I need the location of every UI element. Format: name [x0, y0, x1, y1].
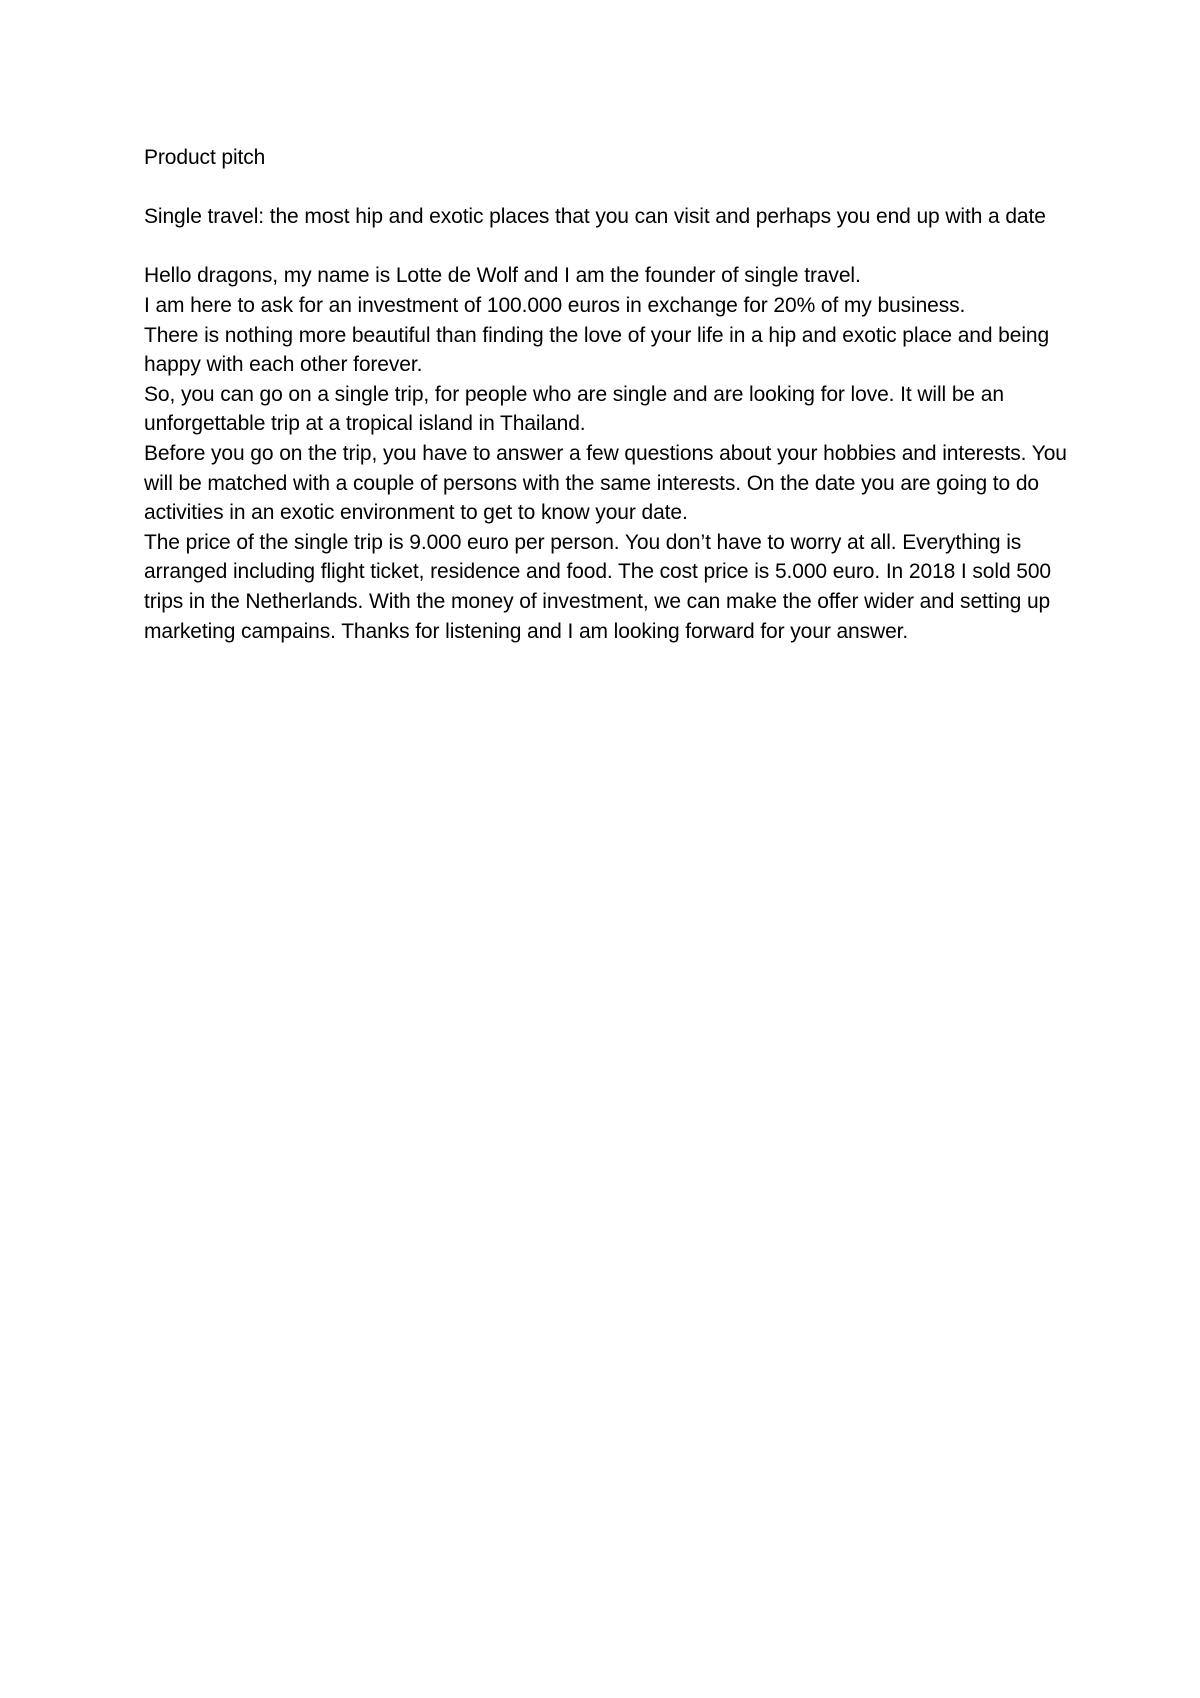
spacer: [144, 173, 1084, 203]
document-body: [144, 143, 1084, 646]
pitch-paragraph-intro: Hello dragons, my name is Lotte de Wolf and I am the founder of single travel.: [144, 264, 861, 288]
pitch-paragraph-ask: I am here to ask for an investment of 100.000 euros in exchange for 20% of my business.: [144, 293, 966, 317]
document-heading: Product pitch: [144, 146, 266, 169]
spacer: [144, 232, 1084, 262]
pitch-paragraph-pricing: The price of the single trip is 9.000 euro per person. You don’t have to worry at all. Everything is arranged including flight ticket, residence and food. The cost price is 5.000 euro. In 2018 I sold 500 trips in the Netherlands. With the money of investment, we can make the offer wider and setting up marketing campains. Thanks for listening and I am looking forward for your answer.: [144, 530, 1051, 643]
document-subtitle: Single travel: the most hip and exotic places that you can visit and perhaps you end up with a date: [144, 205, 1046, 229]
pitch-paragraph-matching: Before you go on the trip, you have to answer a few questions about your hobbies and interests. You will be matched with a couple of persons with the same interests. On the date you are going to do activities in an exotic environment to get to know your date.: [144, 441, 1067, 525]
pitch-paragraph-trip: So, you can go on a single trip, for people who are single and are looking for love. It will be an unforgettable trip at a tropical island in Thailand.: [144, 382, 1004, 436]
pitch-paragraph-motivation: There is nothing more beautiful than finding the love of your life in a hip and exotic place and being happy with each other forever.: [144, 323, 1050, 377]
